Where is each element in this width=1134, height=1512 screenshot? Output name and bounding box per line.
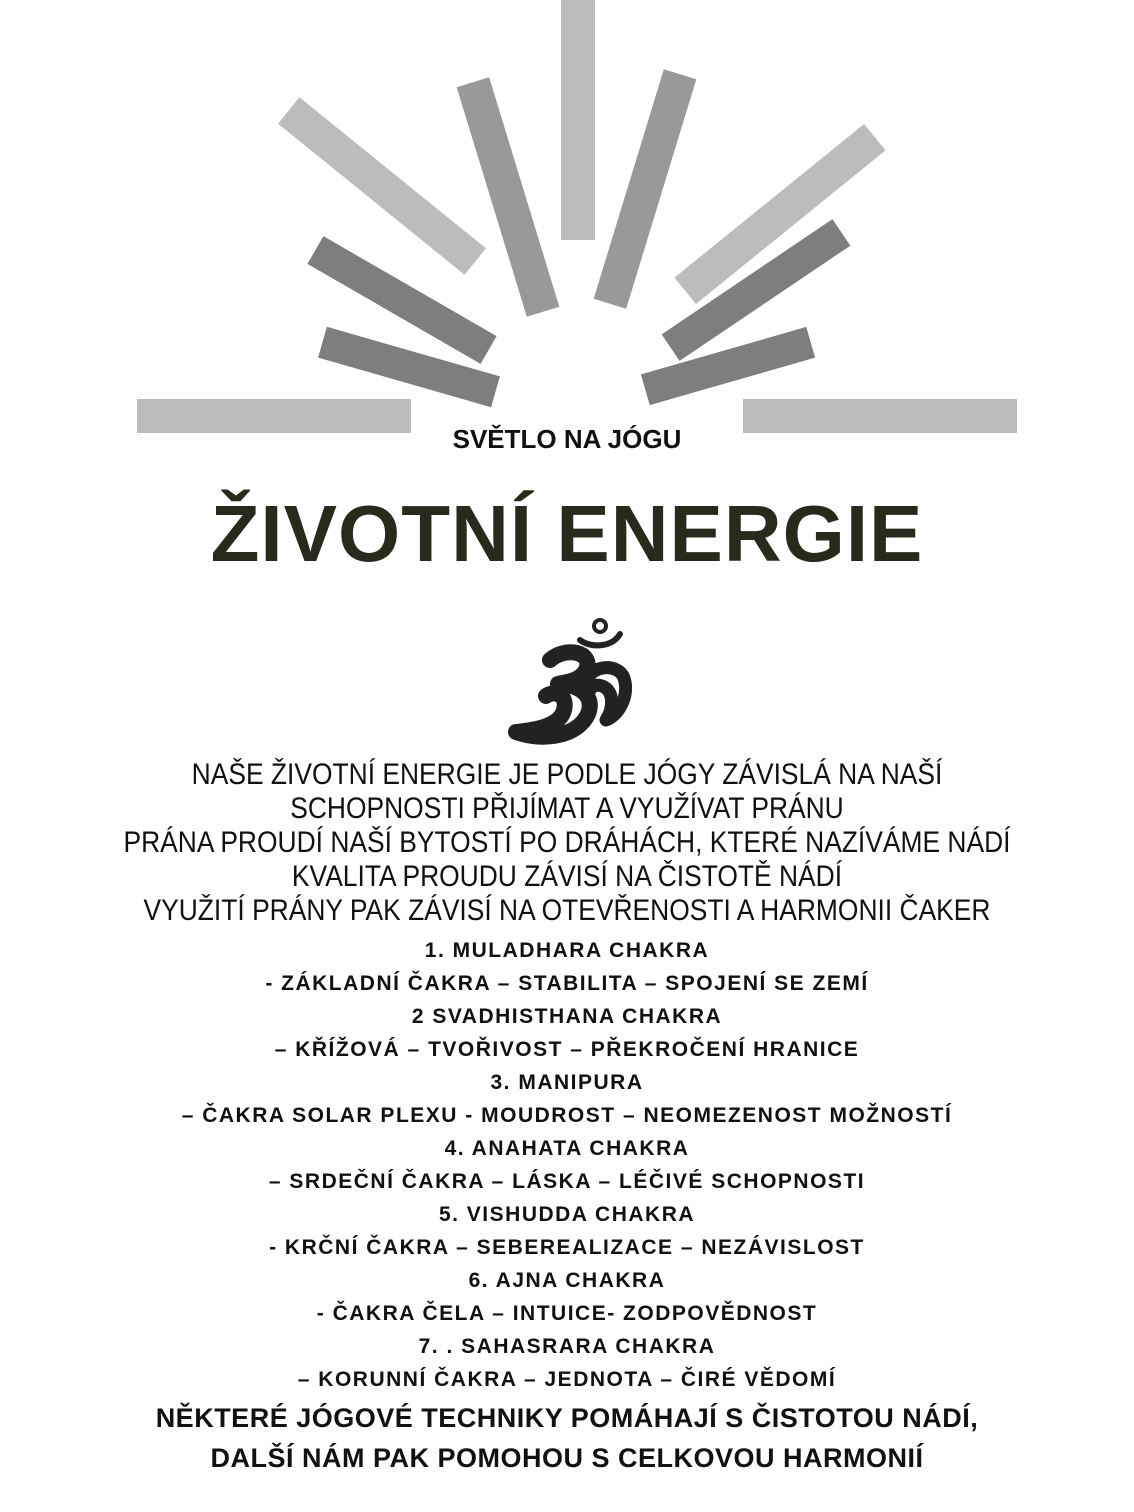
om-symbol-icon — [502, 612, 642, 752]
page-title: ŽIVOTNÍ ENERGIE — [210, 489, 924, 578]
chakra-description: - ZÁKLADNÍ ČAKRA – STABILITA – SPOJENÍ SE ZEMÍ — [265, 972, 869, 995]
chakra-heading: 6. AJNA CHAKRA — [468, 1269, 666, 1292]
intro-line: VYUŽITÍ PRÁNY PAK ZÁVISÍ NA OTEVŘENOSTI A HARMONII ČAKER — [143, 894, 991, 927]
chakra-description: - ČAKRA ČELA – INTUICE- ZODPOVĚDNOST — [316, 1302, 818, 1325]
chakra-description: – KORUNNÍ ČAKRA – JEDNOTA – ČIRÉ VĚDOMÍ — [297, 1368, 837, 1391]
chakra-heading: 7. . SAHASRARA CHAKRA — [418, 1335, 716, 1358]
sun-ray — [278, 97, 486, 274]
chakra-heading: 1. MULADHARA CHAKRA — [424, 939, 710, 962]
chakra-description: – ČAKRA SOLAR PLEXU - MOUDROST – NEOMEZENOST MOŽNOSTÍ — [181, 1104, 953, 1127]
intro-line: KVALITA PROUDU ZÁVISÍ NA ČISTOTĚ NÁDÍ — [291, 860, 843, 893]
sun-ray — [457, 77, 560, 316]
closing-line: NĚKTERÉ JÓGOVÉ TECHNIKY POMÁHAJÍ S ČISTOTOU NÁDÍ, — [155, 1403, 979, 1433]
chakra-list — [0, 934, 1134, 1396]
closing-text — [0, 1398, 1134, 1478]
chakra-heading: 2 SVADHISTHANA CHAKRA — [411, 1005, 723, 1028]
intro-line: SCHOPNOSTI PŘIJÍMAT A VYUŽÍVAT PRÁNU — [290, 792, 844, 825]
intro-line: NAŠE ŽIVOTNÍ ENERGIE JE PODLE JÓGY ZÁVISLÁ NA NAŠÍ — [191, 758, 943, 791]
intro-line: PRÁNA PROUDÍ NAŠÍ BYTOSTÍ PO DRÁHÁCH, KTERÉ NAZÍVÁME NÁDÍ — [123, 826, 1011, 859]
chakra-heading: 5. VISHUDDA CHAKRA — [438, 1203, 696, 1226]
sunburst-logo — [0, 0, 1134, 440]
chakra-description: – KŘÍŽOVÁ – TVOŘIVOST – PŘEKROČENÍ HRANICE — [274, 1038, 860, 1061]
subtitle: SVĚTLO NA JÓGU — [452, 424, 682, 454]
chakra-description: - KRČNÍ ČAKRA – SEBEREALIZACE – NEZÁVISLOST — [269, 1236, 865, 1259]
sun-ray — [561, 0, 595, 240]
closing-line: DALŠÍ NÁM PAK POMOHOU S CELKOVOU HARMONIÍ — [210, 1443, 924, 1473]
chakra-heading: 3. MANIPURA — [490, 1071, 644, 1094]
intro-text — [0, 758, 1134, 928]
chakra-heading: 4. ANAHATA CHAKRA — [444, 1137, 690, 1160]
chakra-description: – SRDEČNÍ ČAKRA – LÁSKA – LÉČIVÉ SCHOPNOSTI — [268, 1170, 866, 1193]
